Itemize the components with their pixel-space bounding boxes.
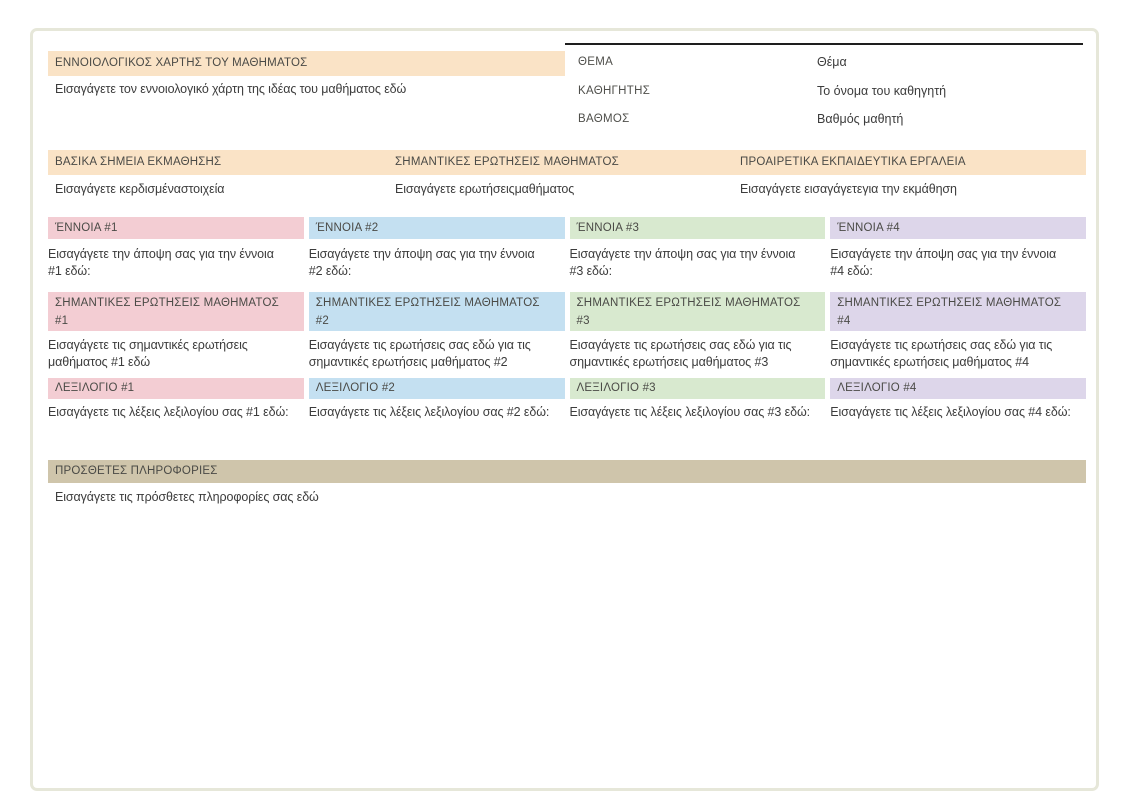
- vocabulary-header-row: [48, 378, 1086, 399]
- overview-header-optional-tools: ΠΡΟΑΙΡΕΤΙΚΑ ΕΚΠΑΙΔΕΥΤΙΚΑ ΕΡΓΑΛΕΙΑ: [740, 156, 966, 168]
- vocabulary-4-input[interactable]: Εισαγάγετε τις λέξεις λεξιλογίου σας #4 εδώ:: [830, 405, 1071, 419]
- concept-map-header: ΕΝΝΟΙΟΛΟΓΙΚΟΣ ΧΑΡΤΗΣ ΤΟΥ ΜΑΘΗΜΑΤΟΣ: [48, 51, 565, 76]
- questions-3-input[interactable]: Εισαγάγετε τις ερωτήσεις σας εδώ για τις σημαντικές ερωτήσεις μαθήματος #3: [569, 338, 792, 369]
- questions-2-header: ΣΗΜΑΝΤΙΚΕΣ ΕΡΩΤΗΣΕΙΣ ΜΑΘΗΜΑΤΟΣ #2: [309, 292, 565, 331]
- additional-info-header: ΠΡΟΣΘΕΤΕΣ ΠΛΗΡΟΦΟΡΙΕΣ: [48, 460, 1086, 483]
- concept-3-input[interactable]: Εισαγάγετε την άποψη σας για την έννοια #3 εδώ:: [569, 247, 796, 278]
- concepts-header-row: [48, 217, 1086, 239]
- info-panel-divider: [565, 43, 1083, 45]
- vocabulary-3-input[interactable]: Εισαγάγετε τις λέξεις λεξιλογίου σας #3 εδώ:: [569, 405, 810, 419]
- concept-4-header: ΈΝΝΟΙΑ #4: [830, 217, 1086, 239]
- info-label-grade: ΒΑΘΜΟΣ: [578, 113, 630, 125]
- questions-2-input[interactable]: Εισαγάγετε τις ερωτήσεις σας εδώ για τις σημαντικές ερωτήσεις μαθήματος #2: [308, 338, 531, 369]
- overview-header-questions: ΣΗΜΑΝΤΙΚΕΣ ΕΡΩΤΗΣΕΙΣ ΜΑΘΗΜΑΤΟΣ: [395, 156, 619, 168]
- vocabulary-2-input[interactable]: Εισαγάγετε τις λέξεις λεξιλογίου σας #2 εδώ:: [308, 405, 550, 419]
- vocabulary-3-header: ΛΕΞΙΛΟΓΙΟ #3: [570, 378, 826, 399]
- overview-input-optional-tools[interactable]: Εισαγάγετε εισαγάγετεγια την εκμάθηση: [740, 182, 957, 196]
- info-label-topic: ΘΕΜΑ: [578, 56, 614, 68]
- questions-4-input[interactable]: Εισαγάγετε τις ερωτήσεις σας εδώ για τις σημαντικές ερωτήσεις μαθήματος #4: [830, 338, 1053, 369]
- overview-input-questions[interactable]: Εισαγάγετε ερωτήσειςμαθήματος: [395, 182, 575, 196]
- vocabulary-4-header: ΛΕΞΙΛΟΓΙΟ #4: [830, 378, 1086, 399]
- concept-4-input[interactable]: Εισαγάγετε την άποψη σας για την έννοια #4 εδώ:: [830, 247, 1057, 278]
- info-label-teacher: ΚΑΘΗΓΗΤΗΣ: [578, 85, 651, 97]
- overview-header-key-points: ΒΑΣΙΚΑ ΣΗΜΕΙΑ ΕΚΜΑΘΗΣΗΣ: [55, 156, 222, 168]
- overview-input-key-points[interactable]: Εισαγάγετε κερδισμέναστοιχεία: [55, 182, 225, 196]
- questions-4-header: ΣΗΜΑΝΤΙΚΕΣ ΕΡΩΤΗΣΕΙΣ ΜΑΘΗΜΑΤΟΣ #4: [830, 292, 1086, 331]
- overview-band: [48, 150, 1086, 175]
- questions-1-input[interactable]: Εισαγάγετε τις σημαντικές ερωτήσεις μαθήματος #1 εδώ: [48, 338, 248, 369]
- questions-1-header: ΣΗΜΑΝΤΙΚΕΣ ΕΡΩΤΗΣΕΙΣ ΜΑΘΗΜΑΤΟΣ #1: [48, 292, 304, 331]
- info-value-teacher[interactable]: Το όνομα του καθηγητή: [817, 84, 947, 98]
- concepts-input-row: [48, 246, 1086, 279]
- concept-3-header: ΈΝΝΟΙΑ #3: [570, 217, 826, 239]
- questions-input-row: [48, 337, 1086, 370]
- concept-1-input[interactable]: Εισαγάγετε την άποψη σας για την έννοια #1 εδώ:: [48, 247, 274, 278]
- concept-2-header: ΈΝΝΟΙΑ #2: [309, 217, 565, 239]
- vocabulary-input-row: [48, 404, 1086, 421]
- additional-info-input[interactable]: Εισαγάγετε τις πρόσθετες πληροφορίες σας εδώ: [55, 490, 319, 504]
- questions-3-header: ΣΗΜΑΝΤΙΚΕΣ ΕΡΩΤΗΣΕΙΣ ΜΑΘΗΜΑΤΟΣ #3: [570, 292, 826, 331]
- info-value-topic[interactable]: Θέμα: [817, 55, 847, 69]
- concept-map-input[interactable]: Εισαγάγετε τον εννοιολογικό χάρτη της ιδέας του μαθήματος εδώ: [55, 82, 407, 96]
- questions-header-row: [48, 292, 1086, 331]
- vocabulary-1-header: ΛΕΞΙΛΟΓΙΟ #1: [48, 378, 304, 399]
- concept-2-input[interactable]: Εισαγάγετε την άποψη σας για την έννοια #2 εδώ:: [308, 247, 535, 278]
- vocabulary-2-header: ΛΕΞΙΛΟΓΙΟ #2: [309, 378, 565, 399]
- concept-1-header: ΈΝΝΟΙΑ #1: [48, 217, 304, 239]
- info-value-grade[interactable]: Βαθμός μαθητή: [817, 112, 904, 126]
- vocabulary-1-input[interactable]: Εισαγάγετε τις λέξεις λεξιλογίου σας #1 εδώ:: [48, 405, 289, 419]
